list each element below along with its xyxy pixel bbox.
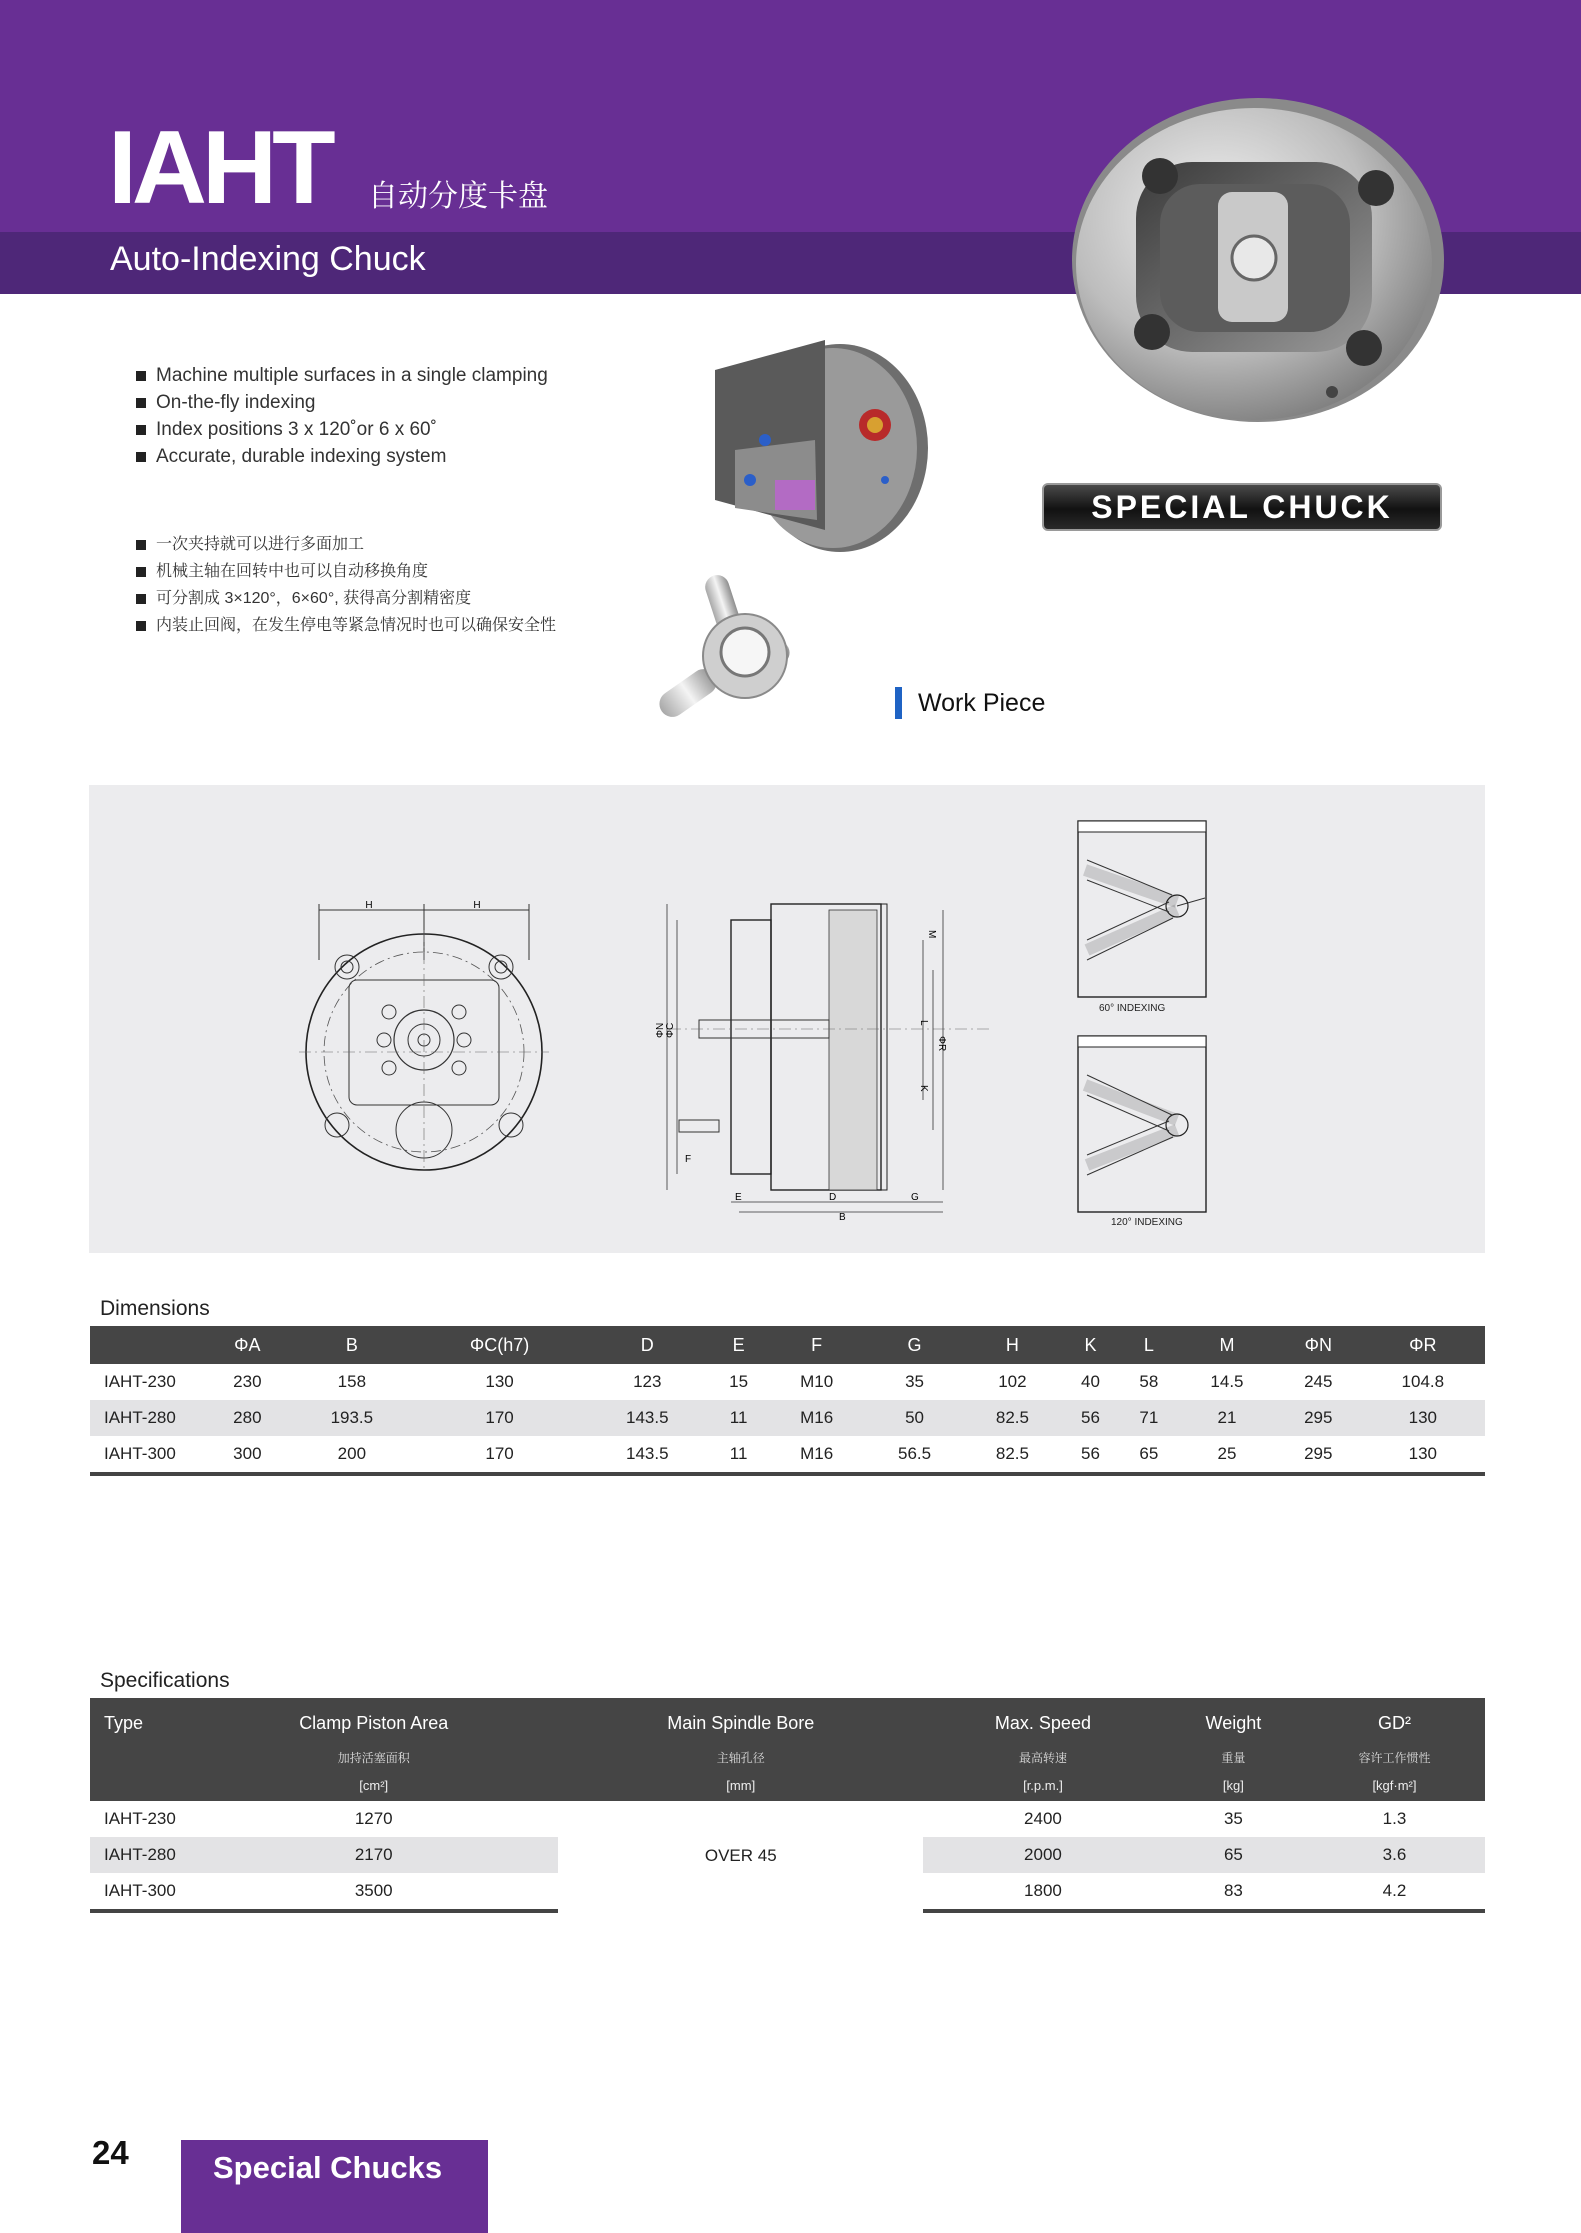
table-cell: M16 — [768, 1400, 866, 1436]
column-header: ΦN — [1276, 1326, 1361, 1364]
column-header-cn — [90, 1745, 189, 1769]
dim-label-l: L — [918, 1020, 929, 1026]
table-cell: 280 — [205, 1400, 290, 1436]
column-header: E — [709, 1326, 767, 1364]
table-cell: 170 — [414, 1436, 585, 1474]
table-cell: 56 — [1061, 1400, 1119, 1436]
feature-item: 可分割成 3×120°，6×60°, 获得高分割精密度 — [136, 585, 556, 612]
table-cell: M16 — [768, 1436, 866, 1474]
indexing-120-label: 120° INDEXING — [1111, 1217, 1183, 1228]
column-header-cn: 容许工作惯性 — [1304, 1745, 1485, 1769]
table-cell: IAHT-280 — [90, 1400, 205, 1436]
front-view-drawing — [289, 900, 559, 1170]
dim-label-f: F — [685, 1154, 692, 1165]
column-header: Main Spindle Bore — [558, 1698, 923, 1745]
feature-item: On-the-fly indexing — [136, 389, 548, 416]
table-cell: 40 — [1081, 1372, 1100, 1391]
table-header-row-chinese — [90, 1745, 1485, 1769]
table-cell: 65 — [1163, 1837, 1304, 1873]
feature-item: 机械主轴在回转中也可以自动移换角度 — [136, 558, 556, 585]
column-unit: [r.p.m.] — [923, 1769, 1163, 1801]
dim-label-c: ΦC — [665, 1022, 676, 1038]
work-piece-marker — [895, 687, 902, 719]
feature-item: Index positions 3 x 120˚or 6 x 60˚ — [136, 416, 548, 443]
table-cell: 82.5 — [963, 1436, 1061, 1474]
column-header: ΦR — [1361, 1326, 1485, 1364]
column-unit: [kgf·m²] — [1304, 1769, 1485, 1801]
table-cell: 14.5 — [1210, 1372, 1244, 1391]
indexing-60-drawing — [1077, 820, 1215, 980]
chuck-product-photo — [1068, 92, 1444, 422]
column-header: Type — [90, 1698, 189, 1745]
table-cell: 83 — [1163, 1873, 1304, 1911]
table-cell: 295 — [1276, 1400, 1361, 1436]
table-cell: 130 — [485, 1372, 514, 1391]
table-cell: 245 — [1304, 1372, 1333, 1391]
table-cell: 1.3 — [1382, 1809, 1407, 1828]
table-cell: 1800 — [923, 1873, 1163, 1911]
table-row — [90, 1801, 1485, 1837]
table-cell: 35 — [905, 1372, 924, 1391]
dim-label-e: E — [735, 1192, 742, 1203]
column-header: G — [866, 1326, 964, 1364]
table-cell: 170 — [414, 1400, 585, 1436]
specifications-table — [90, 1698, 1485, 1913]
table-cell: 102 — [998, 1372, 1027, 1391]
dim-label-g: G — [911, 1192, 919, 1203]
dim-label-b: B — [839, 1212, 846, 1223]
specifications-title: Specifications — [100, 1669, 230, 1692]
table-row — [90, 1400, 1485, 1436]
column-header: GD² — [1304, 1698, 1485, 1745]
column-unit: [kg] — [1163, 1769, 1304, 1801]
table-cell: 200 — [290, 1436, 414, 1474]
table-cell: 71 — [1120, 1400, 1178, 1436]
table-header-row-units — [90, 1769, 1485, 1801]
table-cell: 11 — [709, 1400, 767, 1436]
page-subtitle: Auto-Indexing Chuck — [110, 240, 426, 278]
table-cell: 2170 — [189, 1837, 558, 1873]
feature-item: Machine multiple surfaces in a single clamping — [136, 362, 548, 389]
column-header: H — [963, 1326, 1061, 1364]
page-title-chinese: 自动分度卡盘 — [368, 180, 548, 213]
table-cell: 35 — [1223, 1809, 1243, 1828]
column-unit: [mm] — [558, 1769, 923, 1801]
table-cell: IAHT-300 — [90, 1873, 189, 1911]
table-row — [90, 1436, 1485, 1474]
footer-section-label: Special Chucks — [213, 2150, 443, 2185]
feature-item: 一次夹持就可以进行多面加工 — [136, 531, 556, 558]
dim-label-r: ΦR — [936, 1036, 947, 1052]
table-cell: 58 — [1139, 1372, 1159, 1391]
column-header: M — [1178, 1326, 1276, 1364]
indexing-120-drawing — [1077, 1035, 1215, 1215]
column-header: F — [768, 1326, 866, 1364]
dim-label-h1: H — [365, 900, 373, 911]
table-cell: 300 — [205, 1436, 290, 1474]
table-header-row — [90, 1698, 1485, 1745]
table-header-row — [90, 1326, 1485, 1364]
table-cell: 143.5 — [585, 1436, 709, 1474]
column-header: Clamp Piston Area — [189, 1698, 558, 1745]
table-cell: 193.5 — [290, 1400, 414, 1436]
table-cell: 143.5 — [585, 1400, 709, 1436]
dim-label-m: M — [926, 930, 937, 939]
column-unit — [90, 1769, 189, 1801]
column-header: K — [1061, 1326, 1119, 1364]
table-cell: 2400 — [1024, 1809, 1062, 1828]
table-cell: 25 — [1178, 1436, 1276, 1474]
table-cell: 11 — [709, 1436, 767, 1474]
column-header: D — [585, 1326, 709, 1364]
spindle-bore-cell: OVER 45 — [558, 1801, 923, 1911]
table-cell: 82.5 — [963, 1400, 1061, 1436]
table-cell: 123 — [633, 1372, 662, 1391]
table-cell: IAHT-280 — [90, 1837, 189, 1873]
table-cell: 56 — [1061, 1436, 1119, 1474]
table-cell: 1270 — [354, 1809, 393, 1828]
table-cell: 230 — [233, 1372, 262, 1391]
table-cell: 3.6 — [1304, 1837, 1485, 1873]
special-chuck-badge: SPECIAL CHUCK — [1042, 483, 1442, 531]
table-cell: 3500 — [189, 1873, 558, 1911]
dimensions-table — [90, 1326, 1485, 1476]
table-cell: 130 — [1361, 1400, 1485, 1436]
table-cell: 21 — [1178, 1400, 1276, 1436]
table-cell: 65 — [1120, 1436, 1178, 1474]
column-header-cn: 加持活塞面积 — [189, 1745, 558, 1769]
section-view-drawing — [655, 900, 994, 1223]
feature-list-english — [136, 362, 548, 470]
indexing-60-label: 60° INDEXING — [1099, 1003, 1166, 1014]
table-cell: 15 — [729, 1372, 749, 1391]
dim-label-d: D — [829, 1192, 837, 1203]
column-header: Max. Speed — [923, 1698, 1163, 1745]
table-cell: 130 — [1361, 1436, 1485, 1474]
dim-label-h2: H — [473, 900, 481, 911]
table-cell: IAHT-300 — [90, 1436, 205, 1474]
column-header: Weight — [1163, 1698, 1304, 1745]
table-cell: 158 — [337, 1372, 367, 1391]
feature-item: Accurate, durable indexing system — [136, 443, 548, 470]
table-cell: 56.5 — [866, 1436, 964, 1474]
column-header-cn: 最高转速 — [923, 1745, 1163, 1769]
table-cell: M10 — [800, 1372, 834, 1391]
column-header: ΦC(h7) — [414, 1326, 585, 1364]
column-header: L — [1120, 1326, 1178, 1364]
feature-item: 内装止回阀，在发生停电等紧急情况时也可以确保安全性 — [136, 612, 556, 639]
column-header-cn: 重量 — [1163, 1745, 1304, 1769]
column-unit: [cm²] — [189, 1769, 558, 1801]
table-cell: 4.2 — [1304, 1873, 1485, 1911]
technical-drawing-panel — [89, 785, 1485, 1253]
column-header-cn: 主轴孔径 — [558, 1745, 923, 1769]
dim-label-k: K — [918, 1085, 929, 1092]
chuck-cutaway-render — [705, 330, 930, 556]
page-title: IAHT — [108, 110, 331, 226]
work-piece-render — [650, 568, 800, 744]
table-cell: 104.8 — [1401, 1372, 1445, 1391]
table-row — [90, 1364, 1485, 1400]
table-cell: 2000 — [923, 1837, 1163, 1873]
table-cell: 295 — [1276, 1436, 1361, 1474]
feature-list-chinese — [136, 531, 556, 639]
table-cell: 50 — [866, 1400, 964, 1436]
table-cell: IAHT-230 — [104, 1372, 176, 1391]
work-piece-label: Work Piece — [918, 689, 1046, 717]
column-header: B — [290, 1326, 414, 1364]
column-header: ΦA — [205, 1326, 290, 1364]
column-header — [90, 1326, 205, 1364]
page-number: 24 — [92, 2134, 129, 2171]
dimensions-title: Dimensions — [100, 1297, 210, 1320]
dim-label-n: ΦN — [655, 1022, 666, 1038]
table-cell: IAHT-230 — [104, 1809, 176, 1828]
